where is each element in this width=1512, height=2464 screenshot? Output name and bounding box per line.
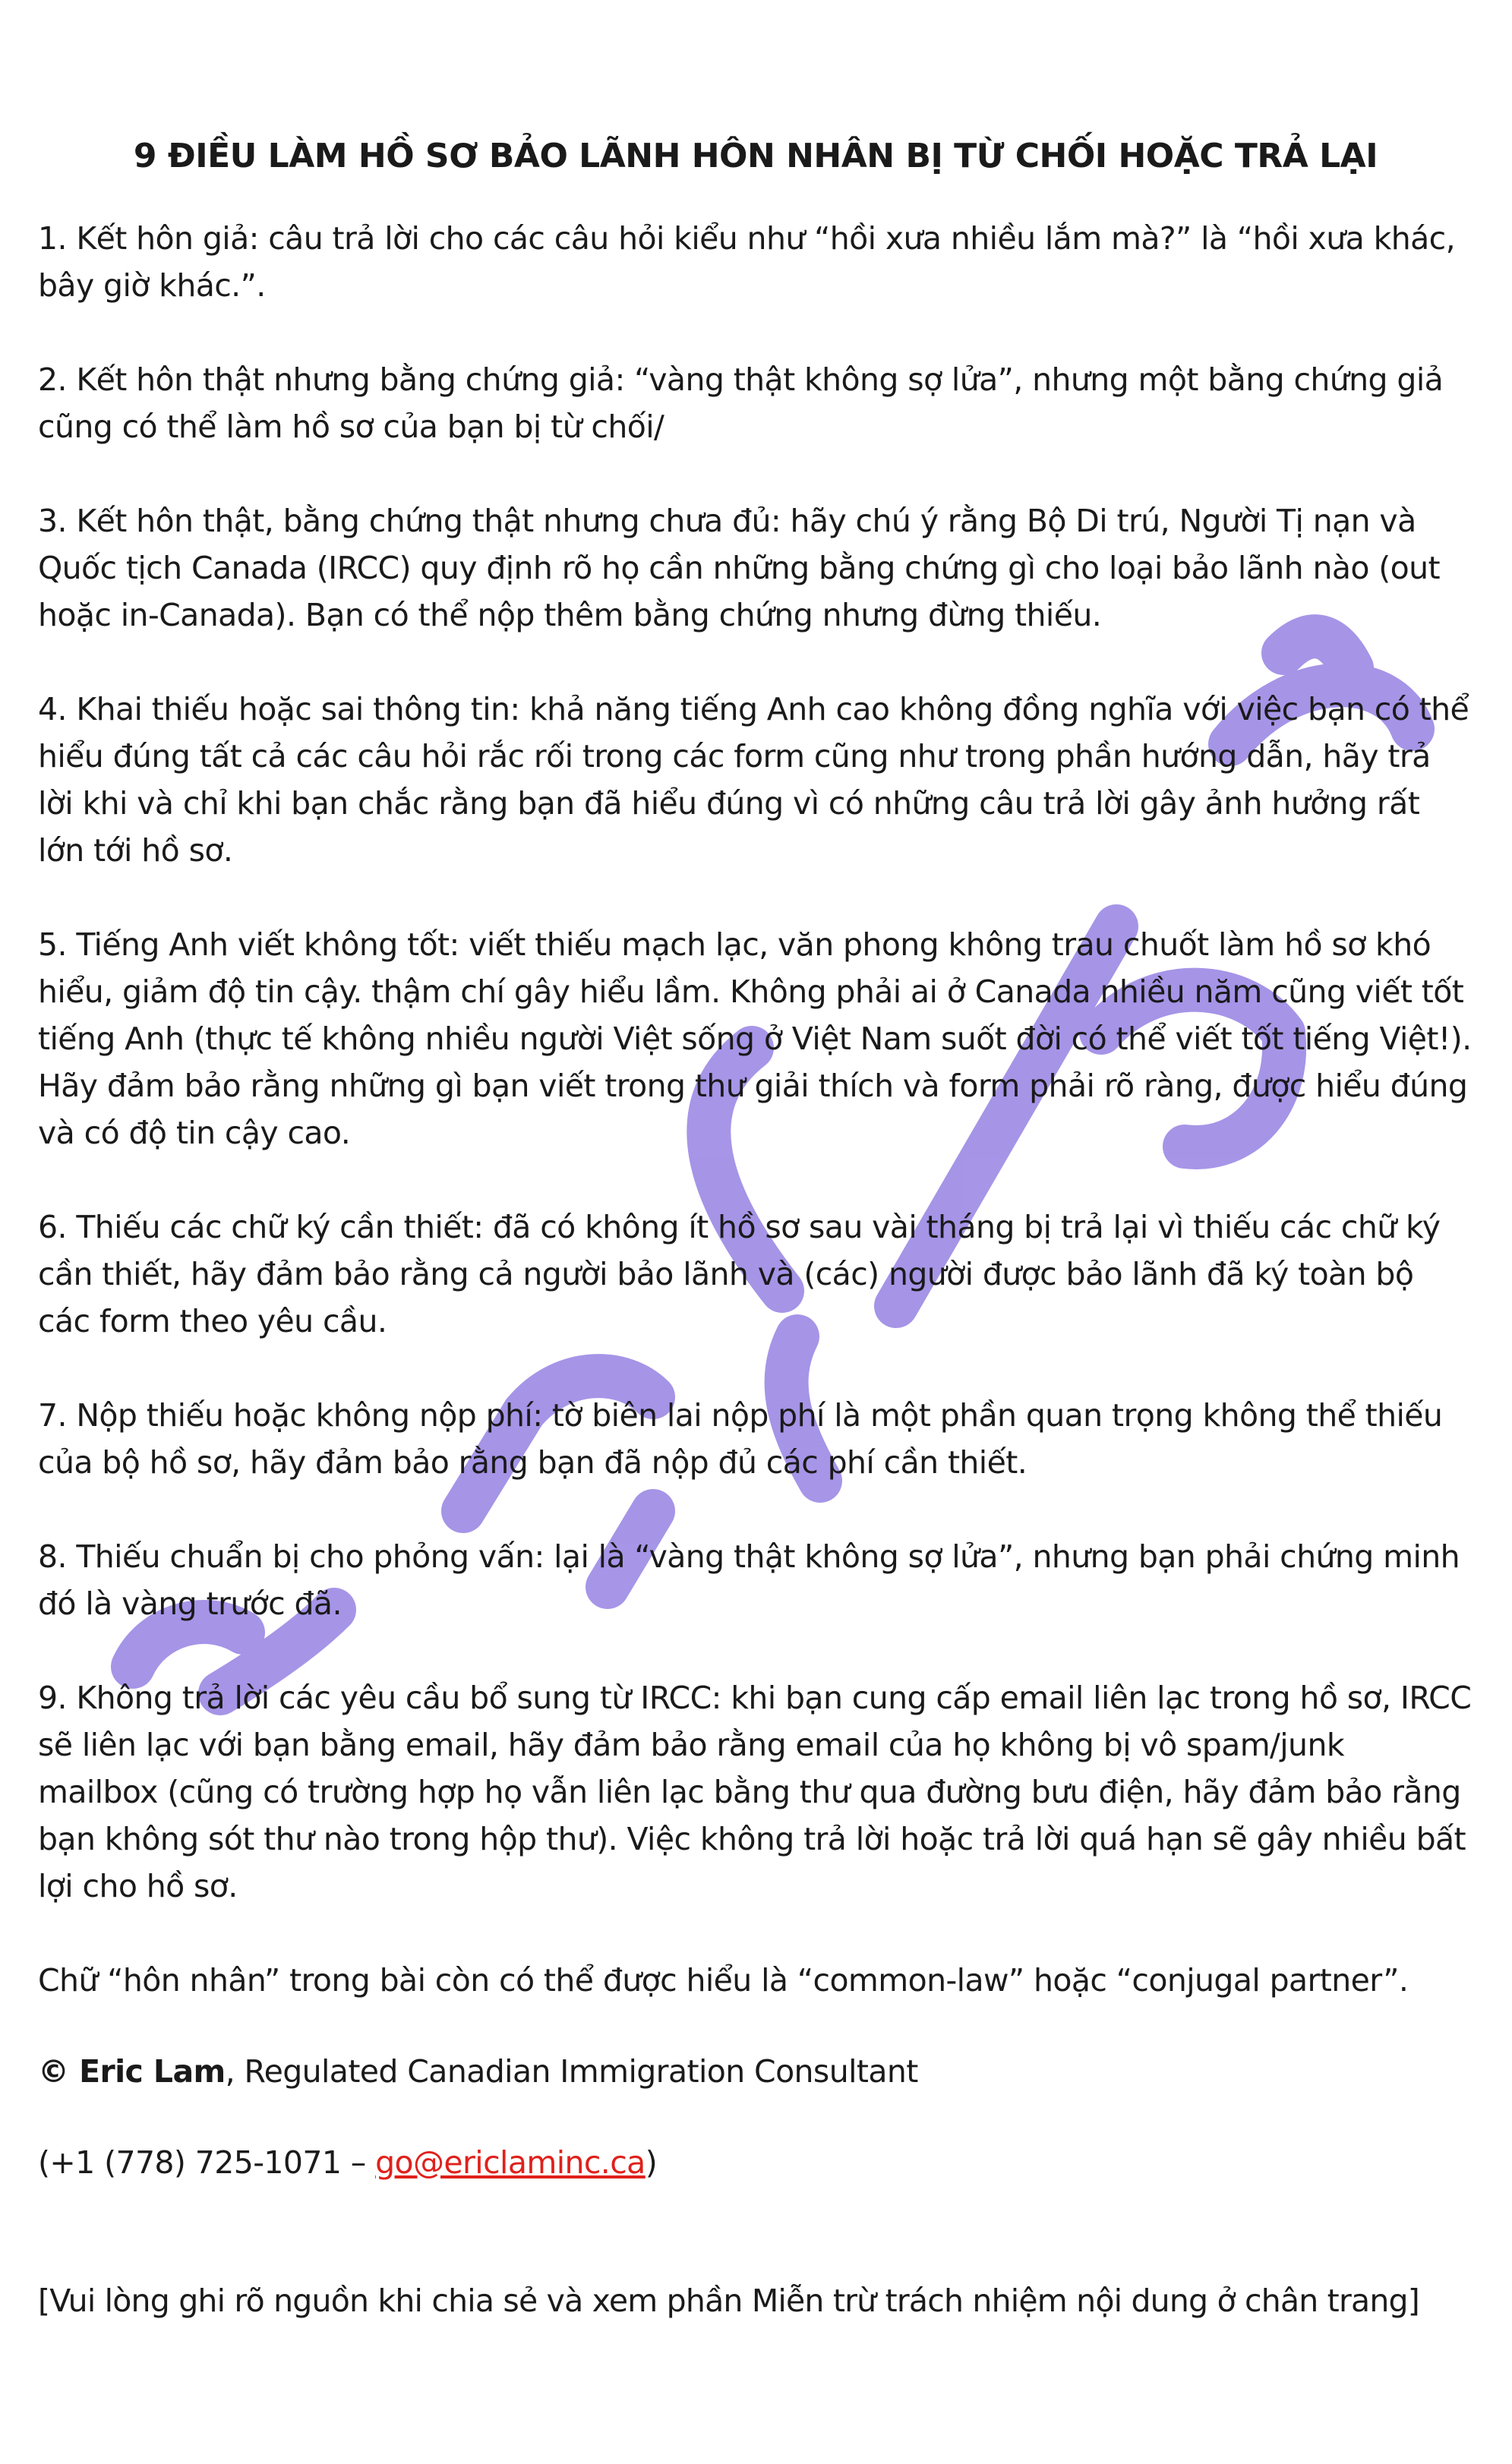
- email-link[interactable]: go@ericlaminc.ca: [375, 2144, 646, 2181]
- list-item: 1. Kết hôn giả: câu trả lời cho các câu hỏi kiểu như “hồi xưa nhiều lắm mà?” là “hồi xưa khác, bây giờ khác.”.: [38, 220, 1455, 304]
- signature-line: [38, 2048, 1473, 2095]
- list-item: 6. Thiếu các chữ ký cần thiết: đã có không ít hồ sơ sau vài tháng bị trả lại vì thiếu các chữ ký cần thiết, hãy đảm bảo rằng cả người bảo lãnh và (các) người được bảo lãnh đã ký toàn bộ các form theo yêu cầu.: [38, 1209, 1441, 1339]
- list-item: 9. Không trả lời các yêu cầu bổ sung từ IRCC: khi bạn cung cấp email liên lạc trong hồ sơ, IRCC sẽ liên lạc với bạn bằng email, hãy đảm bảo rằng email của họ không bị vô spam/junk mailbox (cũng có trường hợp họ vẫn liên lạc bằng thư qua đường bưu điện, hãy đảm bảo rằng bạn không sót thư nào trong hộp thư). Việc không trả lời hoặc trả lời quá hạn sẽ gây nhiều bất lợi cho hồ sơ.: [38, 1680, 1472, 1904]
- phone-text: (+1 (778) 725-1071 –: [38, 2144, 376, 2181]
- author-role: , Regulated Canadian Immigration Consultant: [225, 2053, 918, 2090]
- note-text: Chữ “hôn nhân” trong bài còn có thể được hiểu là “common-law” hoặc “conjugal partner”.: [38, 1962, 1409, 1999]
- list-item: 5. Tiếng Anh viết không tốt: viết thiếu mạch lạc, văn phong không trau chuốt làm hồ sơ khó hiểu, giảm độ tin cậy. thậm chí gây hiểu lầm. Không phải ai ở Canada nhiều năm cũng viết tốt tiếng Anh (thực tế không nhiều người Việt sống ở Việt Nam suốt đời có thể viết tốt tiếng Việt!). Hãy đảm bảo rằng những gì bạn viết trong thư giải thích và form phải rõ ràng, được hiểu đúng và có độ tin cậy cao.: [38, 926, 1472, 1151]
- list-item: 2. Kết hôn thật nhưng bằng chứng giả: “vàng thật không sợ lửa”, nhưng một bằng chứng giả cũng có thể làm hồ sơ của bạn bị từ chối/: [38, 361, 1444, 445]
- list-item: 8. Thiếu chuẩn bị cho phỏng vấn: lại là “vàng thật không sợ lửa”, nhưng bạn phải chứng minh đó là vàng trước đã.: [38, 1538, 1460, 1622]
- list-item: 7. Nộp thiếu hoặc không nộp phí: tờ biên lai nộp phí là một phần quan trọng không thể thiếu của bộ hồ sơ, hãy đảm bảo rằng bạn đã nộp đủ các phí cần thiết.: [38, 1397, 1443, 1481]
- list-item: 4. Khai thiếu hoặc sai thông tin: khả năng tiếng Anh cao không đồng nghĩa với việc bạn có thể hiểu đúng tất cả các câu hỏi rắc rối trong các form cũng như trong phần hướng dẫn, hãy trả lời khi và chỉ khi bạn chắc rằng bạn đã hiểu đúng vì có những câu trả lời gây ảnh hưởng rất lớn tới hồ sơ.: [38, 691, 1469, 869]
- document-page: [38, 137, 1473, 2324]
- list-item: 3. Kết hôn thật, bằng chứng thật nhưng chưa đủ: hãy chú ý rằng Bộ Di trú, Người Tị nạn và Quốc tịch Canada (IRCC) quy định rõ họ cần những bằng chứng gì cho loại bảo lãnh nào (out hoặc in-Canada). Bạn có thể nộp thêm bằng chứng nhưng đừng thiếu.: [38, 503, 1441, 633]
- author-name: © Eric Lam: [38, 2053, 226, 2090]
- contact-line: [38, 2139, 1473, 2186]
- contact-suffix: ): [645, 2144, 658, 2181]
- disclaimer-text: [Vui lòng ghi rõ nguồn khi chia sẻ và xem phần Miễn trừ trách nhiệm nội dung ở chân trang]: [38, 2283, 1419, 2319]
- page-title: 9 ĐIỀU LÀM HỒ SƠ BẢO LÃNH HÔN NHÂN BỊ TỪ CHỐI HOẶC TRẢ LẠI: [133, 137, 1378, 175]
